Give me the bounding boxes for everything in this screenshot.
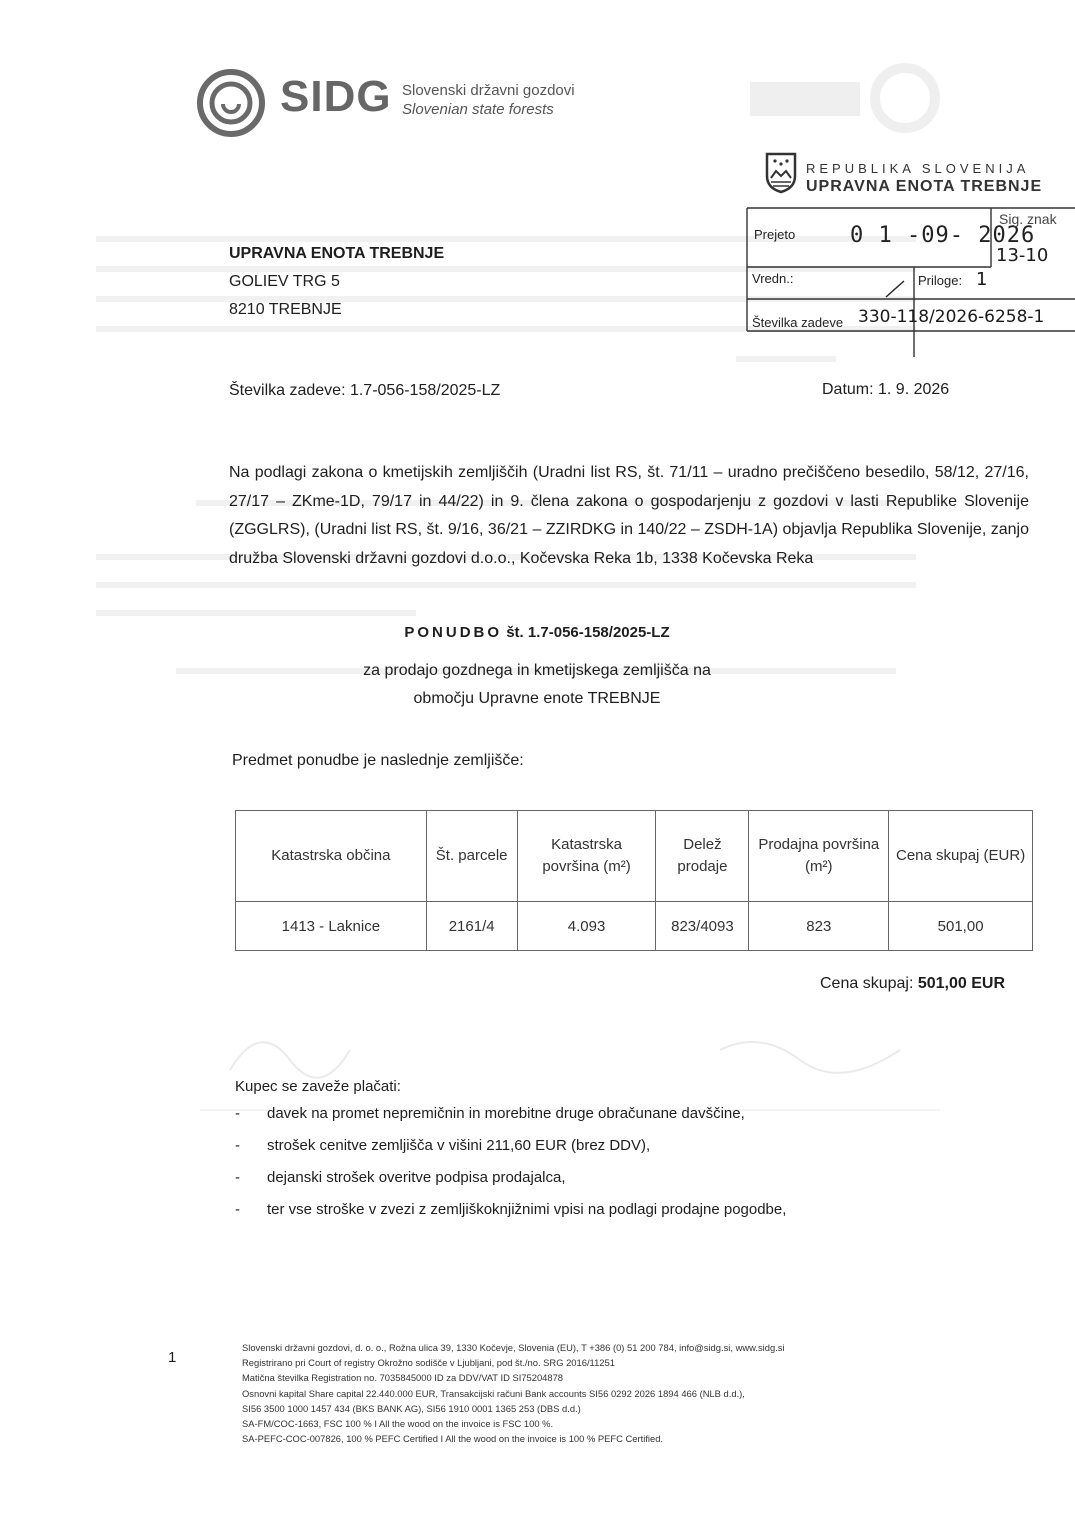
table-header-cell: Št. parcele (426, 811, 517, 902)
table-header-row (236, 811, 1033, 902)
stamp-stevilka-label: Številka zadeve (752, 315, 844, 330)
stamp-republic-label: REPUBLIKA SLOVENIJA (806, 161, 1030, 176)
table-header-cell: Cena skupaj (EUR) (889, 811, 1033, 902)
offer-title-number: št. 1.7-056-158/2025-LZ (506, 624, 670, 641)
offer-subtitle-line1: za prodajo gozdnega in kmetijskega zemljišča na (363, 662, 711, 679)
table-row (236, 902, 1033, 951)
obligations-intro: Kupec se zaveže plačati: (235, 1078, 401, 1095)
stamp-prejeto-label: Prejeto (754, 227, 796, 242)
stamp-sig-znak-value: 13-10 (996, 245, 1049, 266)
table-header-cell: Prodajna površina (m²) (749, 811, 889, 902)
case-number: Številka zadeve: 1.7-056-158/2025-LZ (229, 382, 501, 399)
subject-intro: Predmet ponudbe je naslednje zemljišče: (232, 752, 524, 769)
company-footer (242, 1340, 785, 1446)
sidg-logo-icon (196, 68, 266, 138)
footer-line: SA-FM/COC-1663, FSC 100 % I All the wood on the invoice is FSC 100 %. (242, 1418, 554, 1430)
table-header-cell: Delež prodaje (656, 811, 749, 902)
stamp-office-label: UPRAVNA ENOTA TREBNJE (806, 178, 1043, 195)
total-price (820, 975, 1005, 993)
receipt-stamp (746, 207, 1075, 339)
stamp-priloge-value: 1 (976, 269, 988, 290)
list-item: - dejanski strošek overitve podpisa prodajalca, (235, 1169, 566, 1186)
page-number: 1 (168, 1349, 177, 1366)
table-cell: 501,00 (889, 902, 1033, 951)
list-item: - ter vse stroške v zvezi z zemljiškoknjižnimi vpisi na podlagi prodajne pogodbe, (235, 1201, 787, 1218)
table-header-cell: Katastrska površina (m²) (517, 811, 656, 902)
reverse-bleed (740, 62, 940, 142)
table-cell: 1413 - Laknice (236, 902, 427, 951)
footer-line: Matična številka Registration no. 7035845000 ID za DDV/VAT ID SI75204878 (242, 1372, 564, 1384)
logo-subtitle-en: Slovenian state forests (402, 101, 554, 118)
footer-line: SI56 3500 1000 1457 434 (BKS BANK AG), SI56 1910 0001 1365 253 (DBS d.d.) (242, 1402, 581, 1414)
table-cell: 4.093 (517, 902, 656, 951)
footer-line: Registrirano pri Court of registry Okrožno sodišče v Ljubljani, pod št./no. SRG 2016/11251 (242, 1357, 615, 1369)
stamp-vredn-label: Vredn.: (752, 271, 794, 286)
table-cell: 823 (749, 902, 889, 951)
list-item-text: ter vse stroške v zvezi z zemljiškoknjižnimi vpisi na podlagi prodajne pogodbe, (267, 1201, 787, 1218)
recipient-city: 8210 TREBNJE (229, 301, 342, 318)
total-price-label: Cena skupaj: (820, 975, 914, 992)
list-item-text: strošek cenitve zemljišča v višini 211,60 EUR (brez DDV), (267, 1137, 651, 1154)
offer-subtitle-line2: območju Upravne enote TREBNJE (413, 690, 661, 707)
footer-line: Slovenski državni gozdovi, d. o. o., Rožna ulica 39, 1330 Kočevje, Slovenia (EU), T +386 (0) 51 200 784, info@sidg.si, www.sidg.si (242, 1342, 785, 1353)
land-table (235, 810, 1033, 951)
list-item-text: dejanski strošek overitve podpisa prodajalca, (267, 1169, 566, 1186)
recipient-street: GOLIEV TRG 5 (229, 273, 340, 290)
stamp-prejeto-date: 0 1 -09- 2026 (850, 223, 1036, 248)
document-date: Datum: 1. 9. 2026 (822, 381, 950, 398)
legal-basis-paragraph: Na podlagi zakona o kmetijskih zemljiščih (Uradni list RS, št. 71/11 – uradno prečiščeno besedilo, 58/12, 27/16, 27/17 – ZKme-1D, 79/17 in 44/22) in 9. člena zakona o gospodarjenju z gozdovi v lasti Republike Slovenije (ZGGLRS), (Uradni list RS, št. 9/16, 36/21 – ZZIRDKG in 140/22 – ZSDH-1A) objavlja Republika Slovenije, zanjo družba Slovenski državni gozdovi d.o.o., Kočevska Reka 1b, 1338 Kočevska Reka (229, 464, 1029, 567)
obligations-list (235, 1103, 786, 1231)
table-header-cell: Katastrska občina (236, 811, 427, 902)
logo-wordmark: SIDG (280, 72, 392, 121)
list-item: - davek na promet nepremičnin in morebitne druge obračunane davščine, (235, 1105, 745, 1122)
table-cell: 2161/4 (426, 902, 517, 951)
list-item: - strošek cenitve zemljišča v višini 211,60 EUR (brez DDV), (235, 1137, 651, 1154)
stamp-stevilka-value: 330-118/2026-6258-1 (858, 307, 1045, 327)
footer-line: SA-PEFC-COC-007826, 100 % PEFC Certified I All the wood on the invoice is 100 % PEFC Certified. (242, 1433, 664, 1445)
footer-line: Osnovni kapital Share capital 22.440.000 EUR, Transakcijski računi Bank accounts SI56 0292 2026 1894 466 (NLB d.d.), (242, 1387, 745, 1399)
recipient-name: UPRAVNA ENOTA TREBNJE (229, 245, 445, 262)
logo-subtitle-sl: Slovenski državni gozdovi (402, 82, 575, 99)
table-cell: 823/4093 (656, 902, 749, 951)
offer-title (229, 624, 845, 641)
list-item-text: davek na promet nepremičnin in morebitne druge obračunane davščine, (267, 1105, 745, 1122)
stamp-sig-znak-label: Sig. znak (999, 211, 1057, 227)
offer-title-word: PONUDBO (404, 624, 503, 641)
offer-subtitle (229, 657, 845, 713)
coat-of-arms-icon (765, 152, 797, 194)
stamp-priloge-label: Priloge: (918, 273, 963, 288)
total-price-value: 501,00 EUR (917, 975, 1006, 992)
